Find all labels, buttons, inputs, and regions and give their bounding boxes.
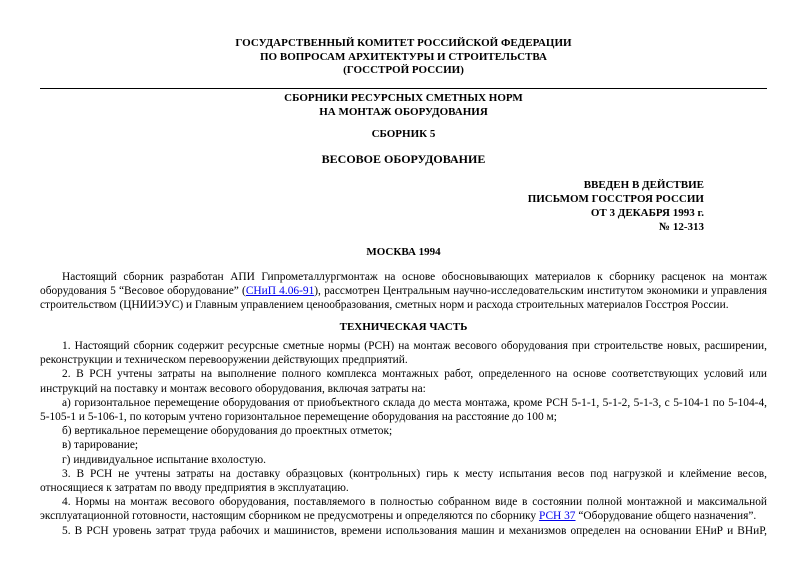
snip-link[interactable]: СНиП 4.06-91 — [245, 285, 315, 298]
enacted-line-2: ПИСЬМОМ ГОССТРОЯ РОССИИ — [527, 193, 704, 205]
header-line-2: ПО ВОПРОСАМ АРХИТЕКТУРЫ И СТРОИТЕЛЬСТВА — [260, 50, 547, 63]
technical-part-heading: ТЕХНИЧЕСКАЯ ЧАСТЬ — [339, 321, 468, 333]
rsn37-link[interactable]: РСН 37 — [538, 510, 576, 523]
intro-text-2: ), рассмотрен Центральным научно-исследовательским институтом экономики и управления строительством (ЦНИИЭУС) и Главным управлением ценообразования, сметных норм и расхода строительных материалов Госстроя России. — [40, 285, 767, 312]
header-line-3: (ГОССТРОЙ РОССИИ) — [343, 64, 464, 76]
paragraph-2: 2. В РСН учтены затраты на выполнение полного комплекса монтажных работ, определенного на основе соответствующих условий или инструкций на поставку и монтаж весового оборудования, включая затраты на: — [40, 368, 767, 395]
item-b: б) вертикальное перемещение оборудования до проектных отметок; — [62, 425, 393, 438]
enacted-line-3: ОТ 3 ДЕКАБРЯ 1993 г. — [590, 207, 704, 219]
paragraph-5: 5. В РСН уровень затрат труда рабочих и машинистов, времени использования машин и механизмов определен на основании ЕНиР и ВНиР, — [62, 524, 767, 537]
header-divider — [40, 88, 767, 89]
item-g: г) индивидуальное испытание вхолостую. — [62, 453, 267, 466]
paragraph-4-text-2: “Оборудование общего назначения”. — [575, 510, 757, 523]
item-v: в) тарирование; — [62, 439, 139, 452]
paragraph-4-text-1: 4. Нормы на монтаж весового оборудования, поставляемого в полностью собранном виде в состоянии полной монтажной и максимальной эксплуатационной готовности, настоящим сборником не предусмотрены и определяются по сборнику — [40, 496, 767, 523]
paragraph-4 — [40, 495, 767, 523]
collection-number: СБОРНИК 5 — [371, 128, 436, 140]
item-a: а) горизонтальное перемещение оборудования от приобъектного склада до места монтажа, кроме РСН 5-1-1, 5-1-2, 5-1-3, с 5-104-1 по 5-104-4, 5-105-1 и 5-106-1, по которым учтено горизонтальное перемещение оборудования на расстояние до 100 м; — [40, 396, 767, 423]
header-line-1: ГОСУДАРСТВЕННЫЙ КОМИТЕТ РОССИЙСКОЙ ФЕДЕРАЦИИ — [235, 37, 572, 49]
paragraph-3: 3. В РСН не учтены затраты на доставку образцовых (контрольных) гирь к месту испытания весов под нагрузкой и клеймение весов, относящиеся к затратам по вводу предприятия в эксплуатацию. — [40, 467, 767, 494]
collection-line-2: НА МОНТАЖ ОБОРУДОВАНИЯ — [319, 105, 488, 118]
intro-paragraph — [40, 270, 767, 313]
enacted-line-4: № 12-313 — [659, 221, 704, 233]
city-year: МОСКВА 1994 — [366, 246, 441, 258]
collection-line-1: СБОРНИКИ РЕСУРСНЫХ СМЕТНЫХ НОРМ — [284, 92, 523, 104]
intro-text-1: Настоящий сборник разработан АПИ Гипрометаллургмонтаж на основе обосновывающих материалов к сборнику расценок на монтаж оборудования 5 “Весовое оборудование” ( — [40, 271, 767, 298]
enacted-line-1: ВВЕДЕН В ДЕЙСТВИЕ — [583, 179, 704, 191]
document-title: ВЕСОВОЕ ОБОРУДОВАНИЕ — [321, 152, 486, 166]
paragraph-1: 1. Настоящий сборник содержит ресурсные сметные нормы (РСН) на монтаж весового оборудования при строительстве новых, расширении, реконструкции и техническом перевооружении действующих предприятий. — [40, 340, 767, 367]
